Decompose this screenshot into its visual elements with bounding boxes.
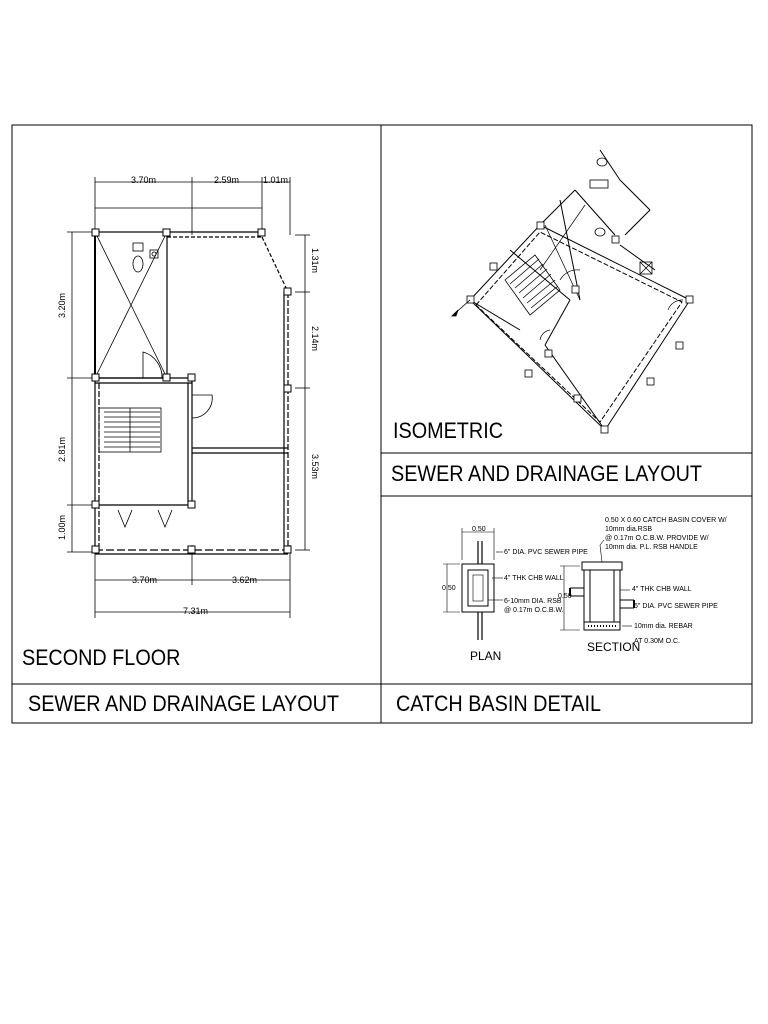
section-note-handle: 10mm dia. P.L. RSB HANDLE bbox=[605, 544, 698, 551]
dim-total: 7.31m bbox=[183, 606, 209, 616]
dim-right-3: 3.53m bbox=[310, 454, 320, 480]
section-note-rebar: 10mm dia. REBAR bbox=[634, 623, 693, 630]
isometric-caption: SEWER AND DRAINAGE LAYOUT bbox=[391, 461, 702, 486]
dim-top-1: 3.70m bbox=[131, 175, 157, 185]
section-note-rebar-spacing: AT 0.30M O.C. bbox=[634, 638, 681, 645]
plan-dim-top: 0.50 bbox=[472, 526, 486, 533]
plan-note-pipe: 6" DIA. PVC SEWER PIPE bbox=[504, 549, 588, 556]
section-note-wall: 4" THK CHB WALL bbox=[632, 586, 692, 593]
isometric-title: ISOMETRIC bbox=[393, 418, 504, 443]
dim-top-2: 2.59m bbox=[214, 175, 240, 185]
isometric-doors bbox=[540, 270, 683, 340]
plan-note-wall: 4" THK CHB WALL bbox=[504, 575, 564, 582]
isometric-fixtures bbox=[590, 158, 652, 274]
section-label: SECTION bbox=[587, 640, 641, 654]
second-floor-title: SECOND FLOOR bbox=[22, 645, 181, 670]
isometric-columns bbox=[467, 222, 693, 433]
dim-right-1: 1.31m bbox=[310, 248, 320, 274]
plan-note-spacing: @ 0.17m O.C.B.W. bbox=[504, 607, 564, 614]
sheet-frame bbox=[12, 125, 752, 723]
catch-basin-plan bbox=[443, 528, 503, 640]
section-note-cover: 0.50 X 0.60 CATCH BASIN COVER W/ bbox=[605, 517, 727, 524]
section-note-spacing: @ 0.17m O.C.B.W. PROVIDE W/ bbox=[605, 535, 709, 542]
section-note-pipe: 6" DIA. PVC SEWER PIPE bbox=[634, 603, 718, 610]
dim-bottom-2: 3.62m bbox=[232, 575, 258, 585]
dim-right-2: 2.14m bbox=[310, 326, 320, 352]
plan-label: PLAN bbox=[470, 649, 502, 663]
catch-basin-caption: CATCH BASIN DETAIL bbox=[396, 691, 602, 716]
section-dim: 0.50 bbox=[558, 593, 572, 600]
dim-left-1: 3.20m bbox=[57, 292, 67, 318]
dim-top-3: 1.01m bbox=[263, 175, 289, 185]
second-floor-plan bbox=[67, 177, 310, 618]
plan-note-rsb: 6-10mm DIA. RSB bbox=[504, 598, 562, 605]
plan-dim-side: 0.50 bbox=[442, 585, 456, 592]
section-note-rsb: 10mm dia.RSB bbox=[605, 526, 653, 533]
isometric-view bbox=[452, 150, 693, 433]
dim-bottom-1: 3.70m bbox=[132, 575, 158, 585]
dim-left-2: 2.81m bbox=[57, 436, 67, 462]
second-floor-caption: SEWER AND DRAINAGE LAYOUT bbox=[28, 691, 339, 716]
isometric-pipe-arrow bbox=[452, 300, 470, 316]
floor-plan-stairs bbox=[99, 408, 161, 452]
dim-left-3: 1.00m bbox=[57, 514, 67, 540]
isometric-walls bbox=[470, 150, 690, 430]
